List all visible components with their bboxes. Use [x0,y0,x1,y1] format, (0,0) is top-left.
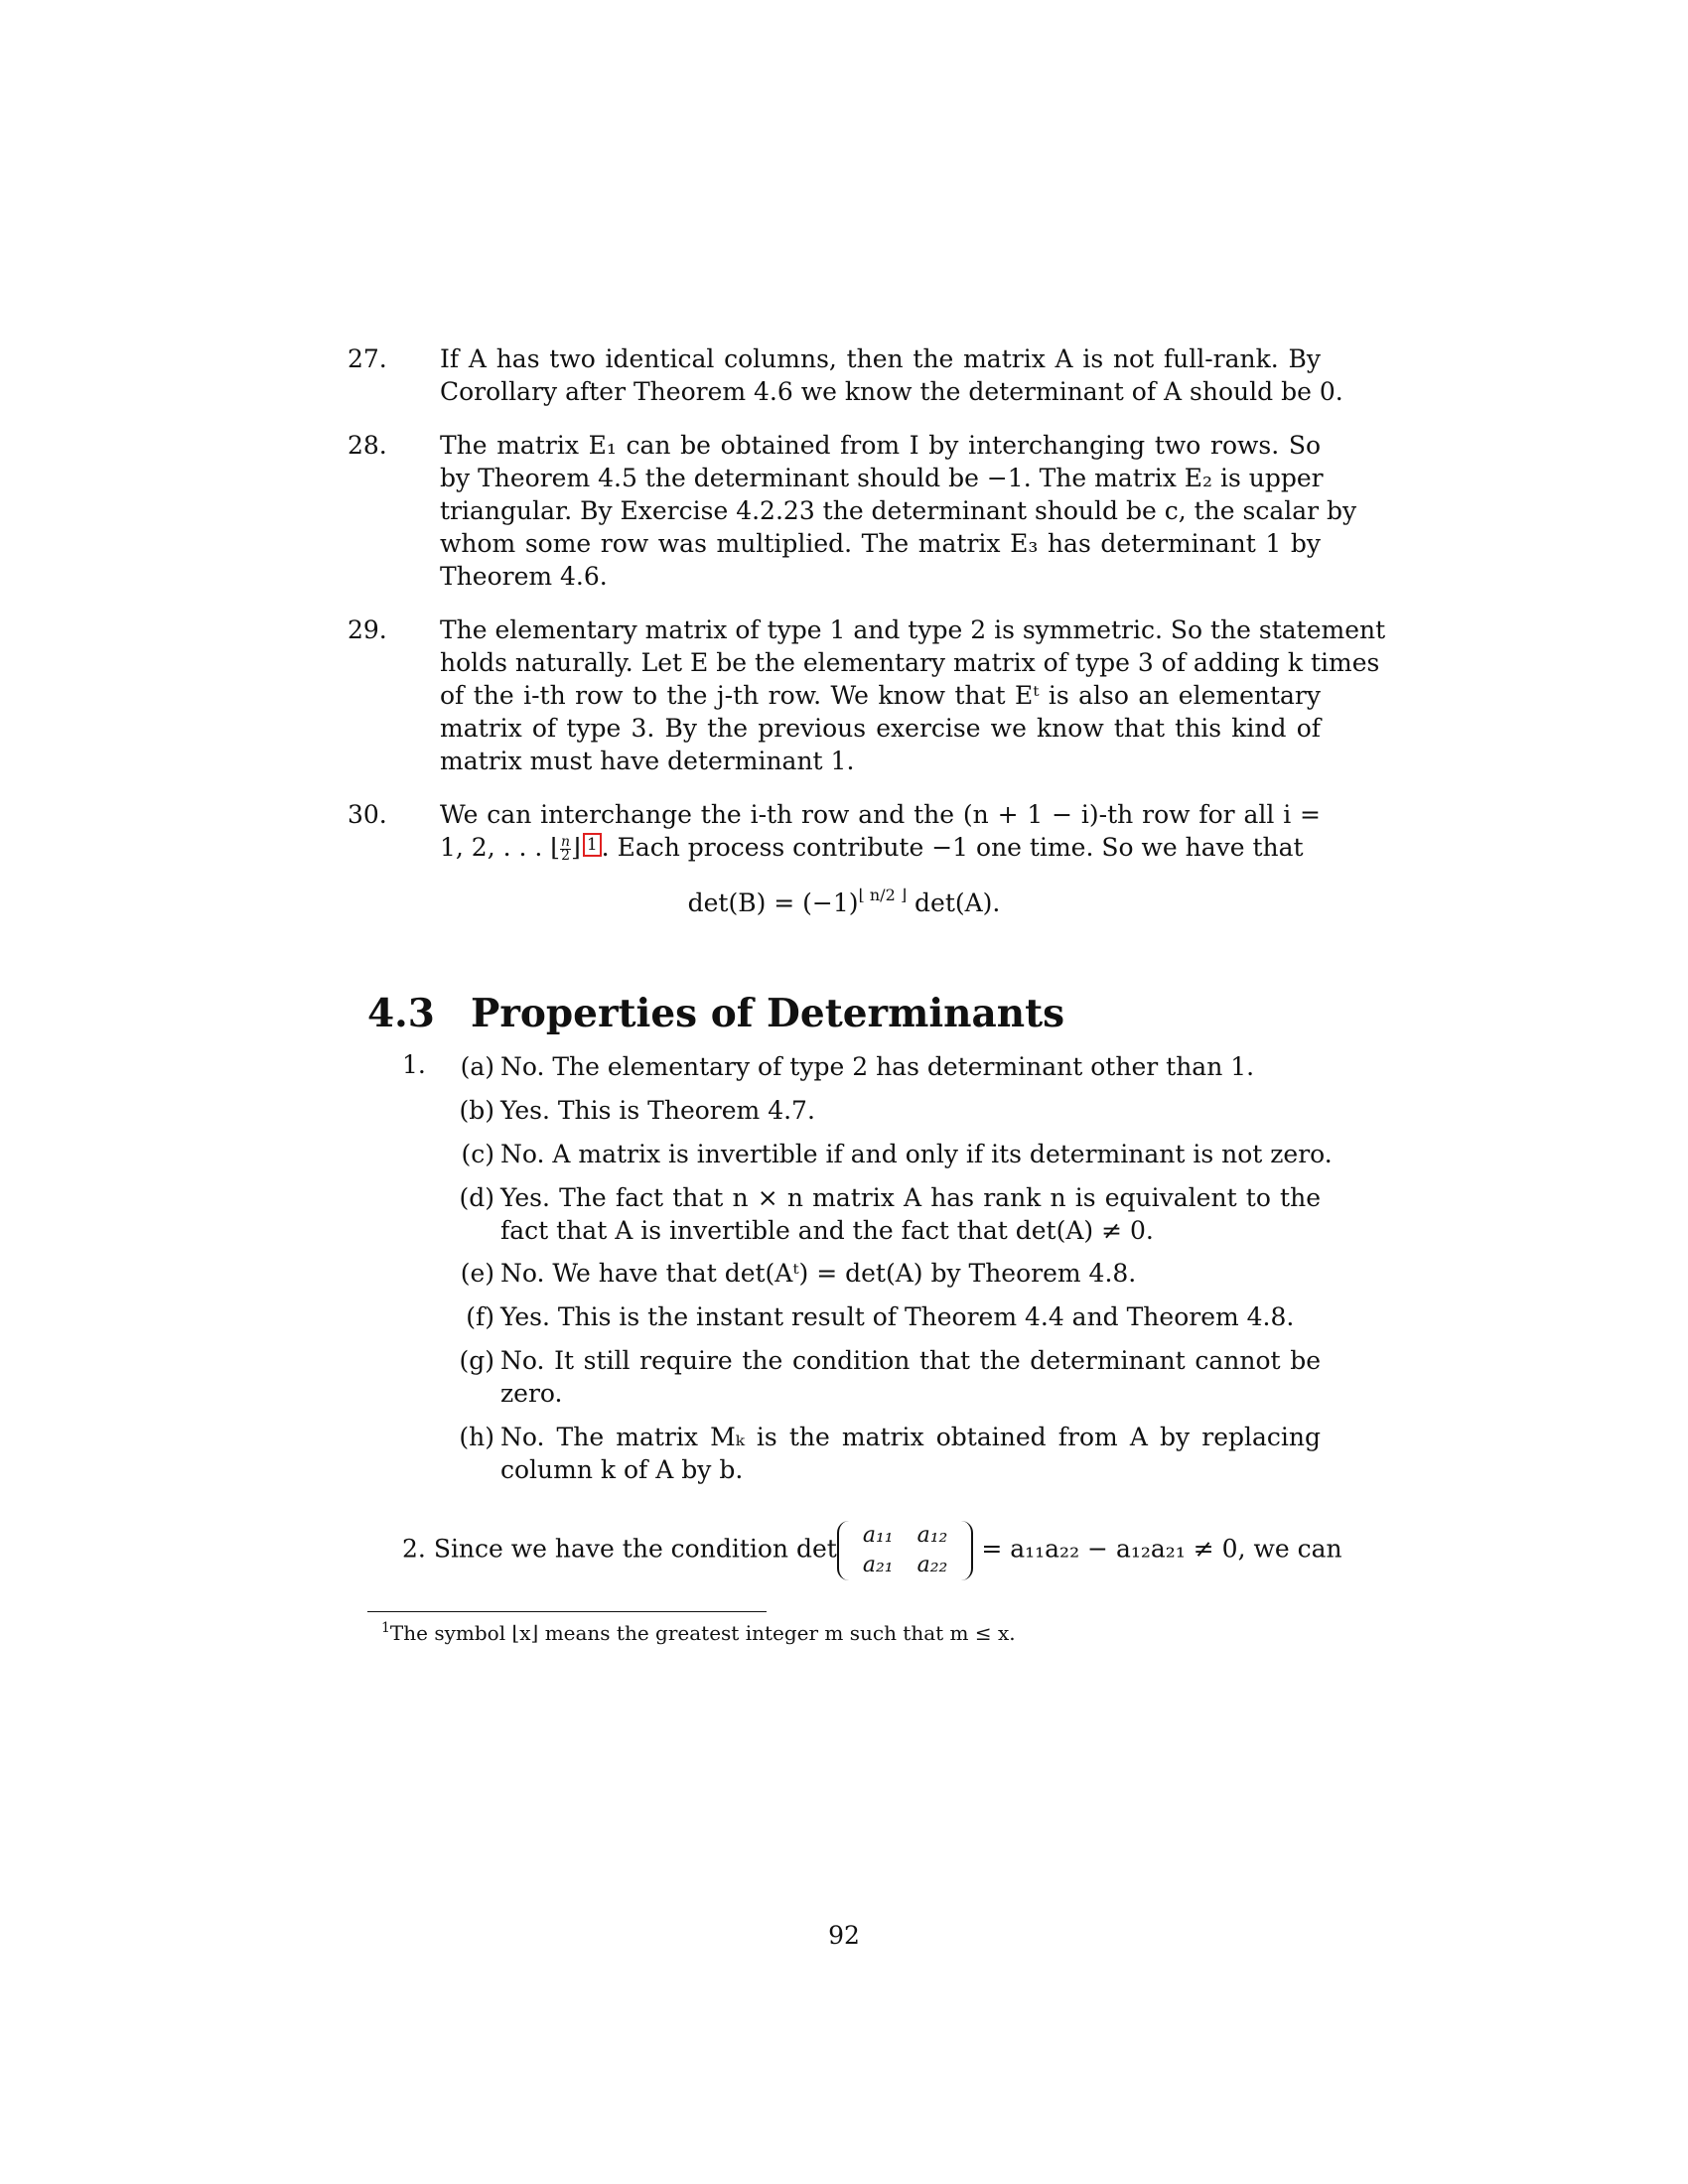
text-line: The matrix E₁ can be obtained from I by interchanging two rows. So [440,431,1321,460]
subitem-label: (g) [459,1346,494,1375]
text-line [440,831,1321,864]
matrix-2x2 [837,1521,974,1580]
text-line: We can interchange the i-th row and the (n + 1 − i)-th row for all i = [440,800,1321,829]
text-line: column k of A by b. [500,1455,744,1484]
footnote [381,1620,1016,1645]
matrix-cell: a₁₂ [916,1523,948,1548]
text-line: Theorem 4.6. [440,562,608,591]
exercise-number: 27. [348,344,387,373]
text-line: No. It still require the condition that the determinant cannot be [500,1346,1321,1375]
exercise-number: 28. [348,431,387,460]
equation-part: det(B) = (−1) [687,888,859,917]
subitem-label: (d) [459,1183,494,1212]
subitem-label: (b) [459,1096,494,1125]
text-line: If A has two identical columns, then the matrix A is not full-rank. By [440,344,1321,373]
subitem-label: (h) [459,1423,494,1451]
text-line: of the i-th row to the j-th row. We know that Eᵗ is also an elementary [440,681,1321,710]
text-line: matrix must have determinant 1. [440,747,855,775]
text-line: fact that A is invertible and the fact that det(A) ≠ 0. [500,1216,1154,1245]
subitem-label: (e) [460,1259,494,1288]
text-line: Corollary after Theorem 4.6 we know the determinant of A should be 0. [440,377,1343,406]
section-heading [367,991,1064,1036]
section-title: Properties of Determinants [471,991,1065,1036]
text-line: triangular. By Exercise 4.2.23 the determinant should be c, the scalar by [440,496,1357,525]
text-line: No. We have that det(Aᵗ) = det(A) by Theorem 4.8. [500,1259,1137,1288]
text-line: Yes. This is the instant result of Theorem 4.4 and Theorem 4.8. [500,1302,1295,1331]
footnote-link[interactable]: 1 [583,833,602,857]
text-line: whom some row was multiplied. The matrix E₃ has determinant 1 by [440,529,1321,558]
fraction-denominator: 2 [561,848,571,864]
matrix-cell: a₂₁ [862,1553,894,1577]
matrix-cell: a₂₂ [916,1553,948,1577]
text-fragment: Since we have the condition det [433,1534,837,1564]
subitem-label: (a) [460,1052,494,1081]
equation-exponent: ⌊ n/2 ⌋ [858,886,908,904]
text-line: by Theorem 4.5 the determinant should be −1. The matrix E₂ is upper [440,464,1324,492]
subitem-label: (f) [466,1302,494,1331]
text-line: Yes. The fact that n × n matrix A has rank n is equivalent to the [500,1183,1321,1212]
text-line: zero. [500,1379,563,1408]
exercise-number: 30. [348,800,387,829]
page-number: 92 [828,1921,860,1950]
display-equation [367,886,1321,917]
left-paren [837,1521,851,1580]
text-fragment: = a₁₁a₂₂ − a₁₂a₂₁ ≠ 0, we can [981,1534,1342,1564]
subitem-label: (c) [461,1140,494,1168]
text-fragment: . Each process contribute −1 one time. So we have that [601,833,1304,862]
text-line: The elementary matrix of type 1 and type 2 is symmetric. So the statement [440,615,1386,644]
text-line: matrix of type 3. By the previous exercise we know that this kind of [440,714,1321,743]
section-number: 4.3 [367,991,435,1036]
exercise-number: 2. [402,1534,426,1564]
fraction-numerator: n [561,834,571,850]
text-line: holds naturally. Let E be the elementary matrix of type 3 of adding k times [440,648,1380,677]
exercise-2 [402,1521,1342,1580]
footnote-mark: 1 [381,1620,390,1636]
matrix-cell: a₁₁ [862,1523,894,1548]
equation-part: det(A). [907,888,1001,917]
exercise-number: 29. [348,615,387,644]
text-line: No. A matrix is invertible if and only if its determinant is not zero. [500,1140,1333,1168]
text-line: No. The elementary of type 2 has determinant other than 1. [500,1052,1255,1081]
exercise-number: 1. [402,1050,426,1079]
text-fragment: ⌋ [571,833,581,862]
fraction [560,836,571,863]
right-paren [959,1521,973,1580]
footnote-rule [367,1611,767,1612]
text-fragment: 1, 2, . . . ⌊ [440,833,561,862]
footnote-text: The symbol ⌊x⌋ means the greatest integer m such that m ≤ x. [389,1621,1016,1645]
text-line: Yes. This is Theorem 4.7. [500,1096,815,1125]
text-line: No. The matrix Mₖ is the matrix obtained from A by replacing [500,1423,1321,1451]
